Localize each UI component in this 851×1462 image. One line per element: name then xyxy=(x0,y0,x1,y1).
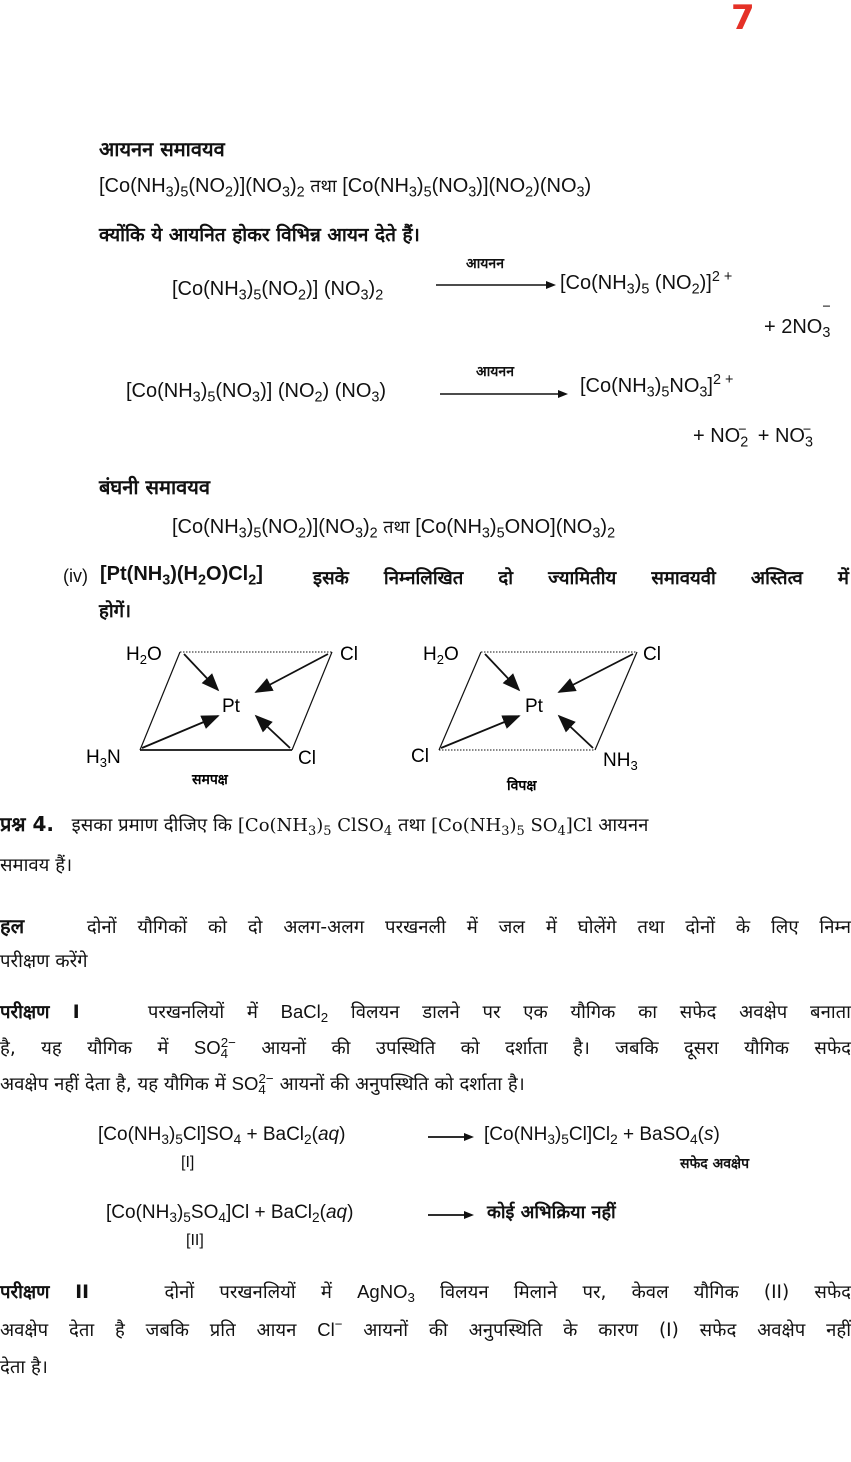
eq1-arrow xyxy=(436,278,556,292)
solution-line2: परीक्षण करेंगे xyxy=(0,951,88,972)
ionisation-heading: आयनन समावयव xyxy=(99,137,225,161)
test2-line1: परीक्षण II दोनों परखनलियों में AgNO$_3$ विलयन मिलाने पर, केवल यौगिक (II) सफेद xyxy=(0,1281,851,1305)
eq2-arrow xyxy=(440,387,568,401)
question-4-text-a: इसका प्रमाण दीजिए कि xyxy=(71,815,233,836)
linkage-formula-pair: $[Co(NH_3)_5(NO_2)](NO_3)_2$ तथा $[Co(NH_3)_5ONO](NO_3)_2$ xyxy=(172,516,616,542)
test1-label: परीक्षण I xyxy=(0,1002,80,1023)
trans-bottom-right: $NH_3$ xyxy=(603,750,638,773)
linkage-conj: तथा xyxy=(383,517,410,537)
trans-top-left: $H_2O$ xyxy=(423,644,459,667)
label-compound-II: [II] xyxy=(186,1232,204,1249)
trans-center: Pt xyxy=(525,696,543,717)
test2-text-1a: दोनों परखनलियों में xyxy=(164,1282,332,1303)
question-4-text-b: आयनन xyxy=(598,815,649,836)
trans-isomer-diagram xyxy=(405,630,675,795)
solution-label: हल xyxy=(0,914,25,938)
eq2-reactant: $[Co(NH_3)_5(NO_3)]$ $(NO_2)$ $(NO_3)$ xyxy=(126,380,387,406)
eq1-product: [$Co(NH_3)_5$ $(NO_2)]^{2 +}$ xyxy=(560,269,733,298)
test1-text-3b: आयनों की अनुपस्थिति को दर्शाता है। xyxy=(279,1074,525,1095)
eq2-product-ions: + $NO_2^- + NO_3^-$ xyxy=(693,422,813,451)
solution-line1 xyxy=(0,908,851,946)
cis-top-right: Cl xyxy=(340,644,358,665)
cis-isomer-diagram xyxy=(80,630,380,795)
test2-label: परीक्षण II xyxy=(0,1282,89,1303)
eq1-reactant: $[Co(NH_3)_5(NO_2)]$ $(NO_3)_2$ xyxy=(172,278,384,304)
test1-line1: परीक्षण I परखनलियों में BaCl$_2$ विलयन डालने पर एक यौगिक का सफेद अवक्षेप बनाता xyxy=(0,1001,851,1025)
eq2-product: $[Co(NH_3)_5NO_3]^{2 +}$ xyxy=(580,372,734,401)
test1-line2: है, यह यौगिक में $SO_4^{2-}$ आयनों की उपस्थिति को दर्शाता है। जबकि दूसरा यौगिक सफेद xyxy=(0,1034,851,1061)
test1-eq1-arrow xyxy=(428,1131,474,1143)
test1-text-1b: विलयन डालने पर एक यौगिक का सफेद अवक्षेप बनाता xyxy=(350,1002,851,1023)
test1-text-3a: अवक्षेप नहीं देता है, यह यौगिक में xyxy=(0,1074,226,1095)
cis-top-left: $H_2O$ xyxy=(126,644,162,667)
trans-caption: विपक्ष xyxy=(507,777,537,793)
test2-text-2b: आयनों की अनुपस्थिति के कारण (I) सफेद अवक्षेप नहीं xyxy=(363,1320,851,1341)
question-4-conj: तथा xyxy=(398,815,426,836)
solution-text-1: दोनों यौगिकों को दो अलग-अलग परखनली में जल में घोलेंगे तथा दोनों के लिए निम्न xyxy=(86,917,851,938)
eq2-arrow-label: आयनन xyxy=(476,364,514,380)
ionisation-conj: तथा xyxy=(310,176,337,196)
eq1-product-ion: + 2NO $_{- 3}$ xyxy=(764,298,831,342)
question-4-label: प्रश्न 4. xyxy=(0,812,54,836)
eq1-arrow-label: आयनन xyxy=(466,256,504,272)
trans-bottom-left: Cl xyxy=(411,746,429,767)
ionisation-reason: क्योंकि ये आयनित होकर विभिन्न आयन देते हैं। xyxy=(99,224,420,246)
linkage-heading: बंघनी समावयव xyxy=(99,475,210,499)
label-compound-I: [I] xyxy=(181,1154,195,1171)
cis-center: Pt xyxy=(222,696,240,717)
part-iv-text: इसके निम्नलिखित दो ज्यामितीय समावयवी अस्तित्व में xyxy=(313,568,849,589)
test2-text-2a: अवक्षेप देता है जबकि प्रति आयन xyxy=(0,1320,297,1341)
part-iv-text-2: होगें। xyxy=(99,601,132,622)
cis-bottom-right: Cl xyxy=(298,748,316,769)
question-4: प्रश्न 4. इसका प्रमाण दीजिए कि [$Co(NH_3)_5$ ClSO$_4$ तथा [$Co(NH_3)_5$ $SO_4]Cl$ आयनन xyxy=(0,812,649,839)
cis-caption: समपक्ष xyxy=(192,771,228,787)
question-4-line2: समावय हैं। xyxy=(0,855,73,876)
test1-eq1-products: $[Co(NH_3)_5Cl]Cl_2$ + BaSO$_4$(s) xyxy=(484,1124,720,1148)
test1-eq1-reactants: $[Co(NH_3)_5Cl]SO_4$ + BaCl$_2$(aq) xyxy=(98,1124,346,1148)
test1-eq2-arrow xyxy=(428,1209,474,1221)
test1-text-2b: आयनों की उपस्थिति को दर्शाता है। जबकि दूसरा यौगिक सफेद xyxy=(261,1038,851,1059)
test2-line3: देता है। xyxy=(0,1357,48,1378)
test2-text-1b: विलयन मिलाने पर, केवल यौगिक (II) सफेद xyxy=(440,1282,851,1303)
test1-eq2-reactants: $[Co(NH_3)_5SO_4]Cl$ + BaCl$_2$(aq) xyxy=(106,1202,354,1226)
part-iv-marker: (iv) xyxy=(63,566,88,586)
no-reaction-text: कोई अभिक्रिया नहीं xyxy=(487,1202,616,1223)
trans-top-right: Cl xyxy=(643,644,661,665)
white-precipitate-label: सफेद अवक्षेप xyxy=(680,1156,750,1172)
ionisation-formula-pair: $[Co(NH_3)_5(NO_2)](NO_3)_2$ तथा $[Co(NH_3)_5(NO_3)](NO_2)(NO_3)$ xyxy=(99,175,592,201)
part-iv-formula: $[Pt(NH_3)(H_2O)Cl_2]$ xyxy=(100,563,263,589)
test1-line3: अवक्षेप नहीं देता है, यह यौगिक में $SO_4^{2-}$ आयनों की अनुपस्थिति को दर्शाता है। xyxy=(0,1070,525,1097)
test1-text-2a: है, यह यौगिक में xyxy=(0,1038,169,1059)
test1-text-1a: परखनलियों में xyxy=(147,1002,258,1023)
test2-line2: अवक्षेप देता है जबकि प्रति आयन Cl− आयनों की अनुपस्थिति के कारण (I) सफेद अवक्षेप नहीं xyxy=(0,1316,851,1341)
cis-bottom-left: $H_3N$ xyxy=(86,747,121,770)
page-number: 7 xyxy=(731,0,755,38)
